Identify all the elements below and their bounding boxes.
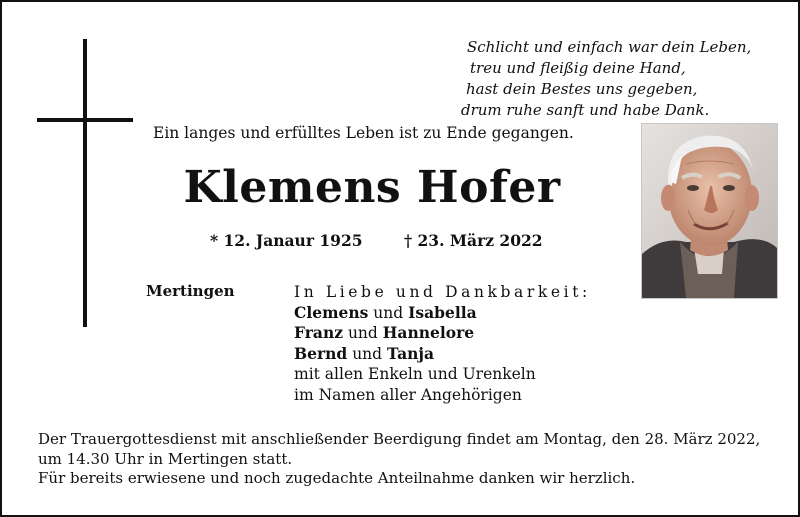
mourner-joiner: und: [347, 324, 378, 342]
poem: [461, 37, 751, 121]
poem-line: hast dein Bestes uns gegeben,: [466, 80, 698, 98]
mourners-grandchildren: mit allen Enkeln und Urenkeln: [294, 365, 536, 383]
mourner-name: Hannelore: [382, 323, 475, 342]
portrait-photo-image: [642, 124, 777, 298]
birth-date: * 12. Janaur 1925: [210, 231, 363, 250]
poem-line: drum ruhe sanft und habe Dank.: [461, 101, 710, 119]
mourner-couple: [294, 323, 591, 344]
death-date: † 23. März 2022: [404, 231, 543, 250]
intro-text: Ein langes und erfülltes Leben ist zu Ende gegangen.: [153, 124, 574, 142]
mourner-name: Tanja: [387, 343, 435, 363]
mourner-name: Bernd: [294, 343, 348, 363]
portrait-photo: [641, 123, 778, 299]
cross-icon-bar: [37, 118, 133, 122]
mourners-heading: In Liebe und Dankbarkeit:: [294, 283, 591, 301]
mourner-name: Isabella: [408, 302, 477, 322]
service-info: [38, 430, 760, 489]
mourner-couple: [294, 344, 591, 365]
mourners-relatives: im Namen aller Angehörigen: [294, 385, 522, 404]
poem-line: Schlicht und einfach war dein Leben,: [467, 38, 752, 56]
mourner-name: Clemens: [294, 302, 369, 322]
service-line: um 14.30 Uhr in Mertingen statt.: [38, 449, 293, 468]
service-line: Der Trauergottesdienst mit anschließender Beerdigung findet am Montag, den 28. März 2022,: [38, 430, 761, 448]
mourners-block: [294, 282, 591, 405]
mourner-joiner: und: [373, 303, 404, 322]
deceased-name: Klemens Hofer: [183, 162, 561, 213]
place-name: Mertingen: [146, 282, 235, 300]
mourner-joiner: und: [352, 344, 383, 363]
mourner-couple: [294, 303, 591, 324]
poem-line: treu und fleißig deine Hand,: [470, 59, 686, 77]
mourner-name: Franz: [294, 323, 344, 342]
service-line: Für bereits erwiesene und noch zugedachte Anteilnahme danken wir herzlich.: [38, 469, 636, 487]
